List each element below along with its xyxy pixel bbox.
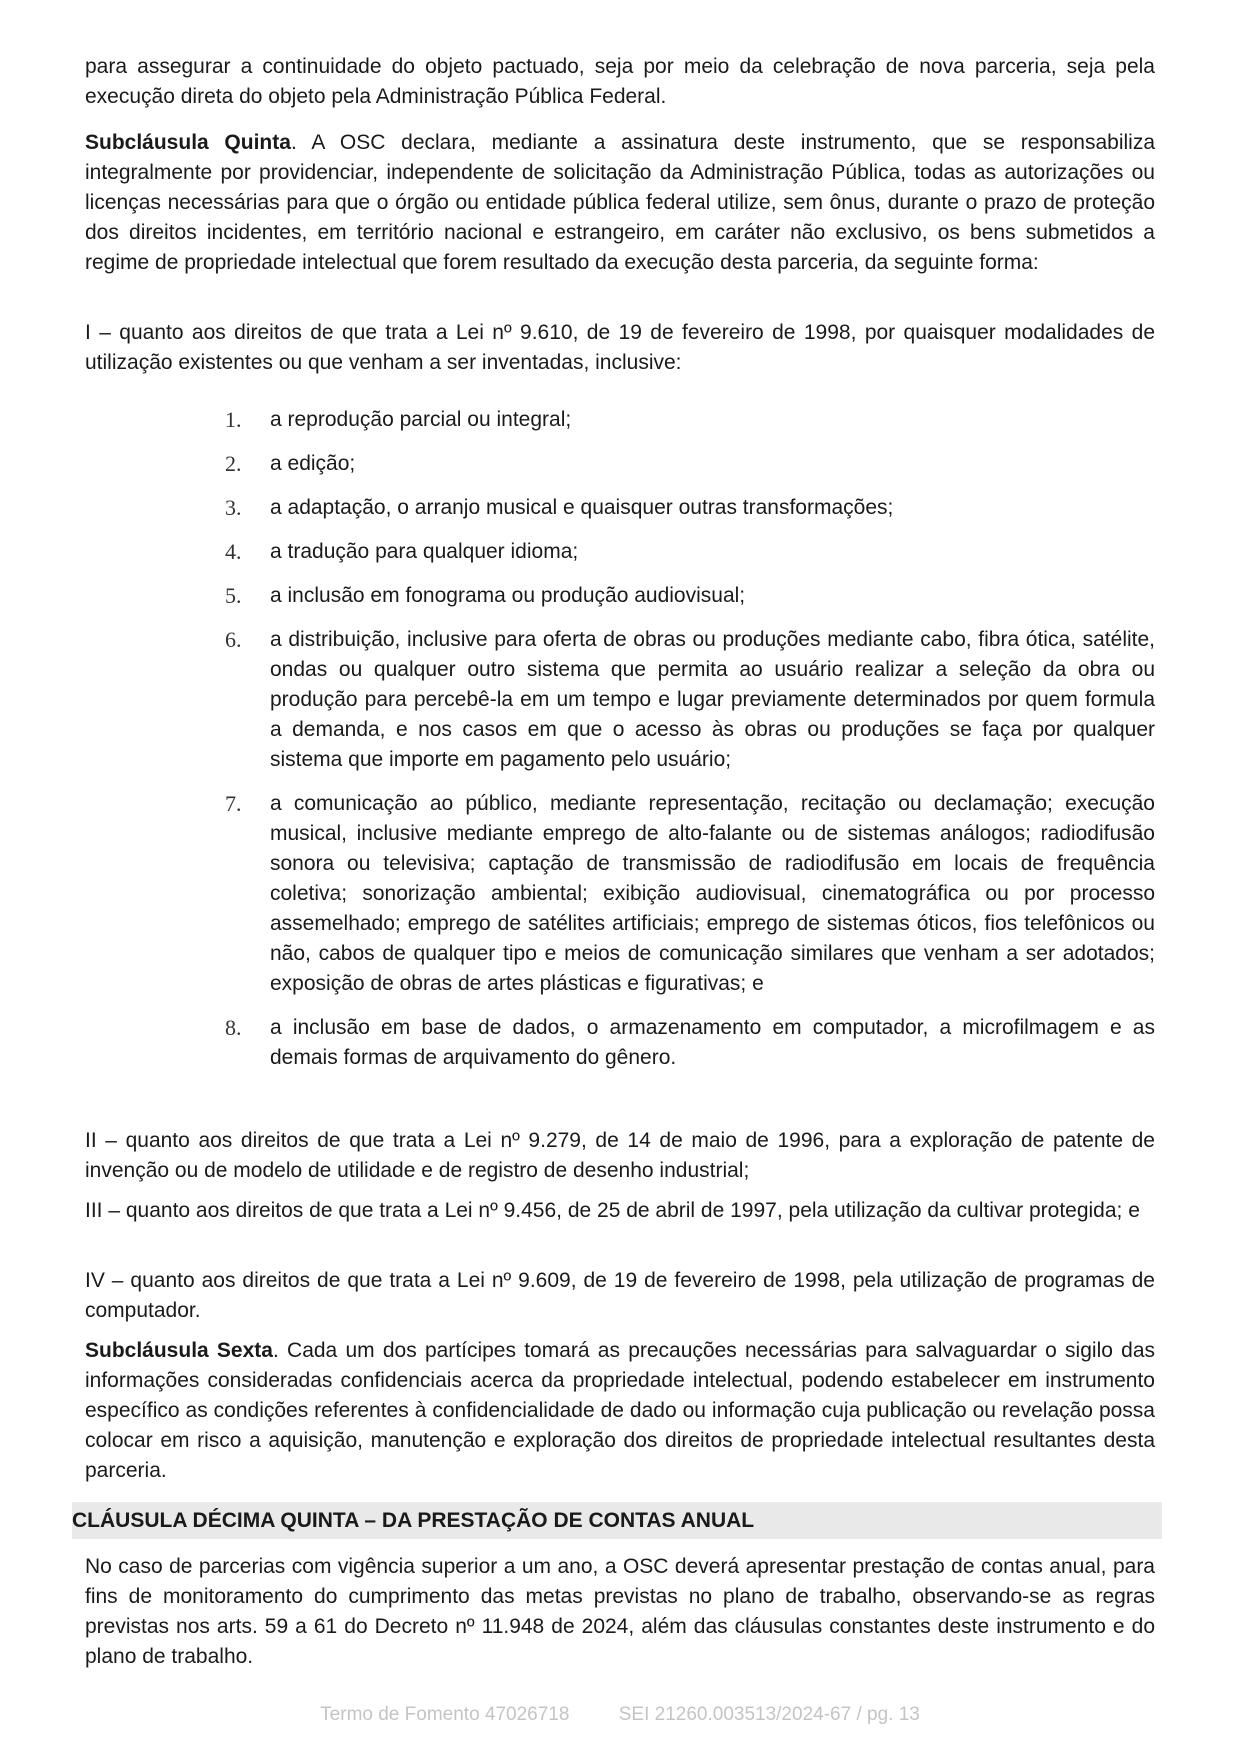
subclausula-quinta-text: . A OSC declara, mediante a assinatura deste instrumento, que se responsabiliza integralmente por providenciar, independente de solicitação da Administração Pública, todas as autorizações ou licenças necessárias para que o órgão ou entidade pública federal utilize, sem ônus, durante o prazo de proteção dos direitos incidentes, em território nacional e estrangeiro, em caráter não exclusivo, os bens submetidos a regime de propriedade intelectual que forem resultado da execução desta parceria, da seguinte forma: (85, 131, 1155, 274)
list-item (85, 449, 1155, 479)
list-item-text: a comunicação ao público, mediante representação, recitação ou declamação; execução musical, inclusive mediante emprego de alto-falante ou de sistemas análogos; radiodifusão sonora ou televisiva; captação de transmissão de radiodifusão em locais de frequência coletiva; sonorização ambiental; exibição audiovisual, cinematográfica ou por processo assemelhado; emprego de satélites artificiais; emprego de sistemas óticos, fios telefônicos ou não, cabos de qualquer tipo e meios de comunicação similares que venham a ser adotados; exposição de obras de artes plásticas e figurativas; e (270, 792, 1155, 995)
list-item (85, 537, 1155, 567)
list-item (85, 1013, 1155, 1073)
list-number: 2. (225, 451, 242, 476)
subclausula-sexta-title: Subcláusula Sexta (85, 1339, 273, 1362)
list-number: 3. (225, 495, 242, 520)
item-iv-paragraph: IV – quanto aos direitos de que trata a Lei nº 9.609, de 19 de fevereiro de 1998, pela utilização de programas de computador. (85, 1269, 1155, 1322)
item-ii-paragraph: II – quanto aos direitos de que trata a Lei nº 9.279, de 14 de maio de 1996, para a exploração de patente de invenção ou de modelo de utilidade e de registro de desenho industrial; (85, 1129, 1155, 1182)
subclausula-sexta-text: . Cada um dos partícipes tomará as precauções necessárias para salvaguardar o sigilo das informações consideradas confidenciais acerca da propriedade intelectual, podendo estabelecer em instrumento específico as condições referentes à confidencialidade de dado ou informação cuja publicação ou revelação possa colocar em risco a aquisição, manutenção e exploração dos direitos de propriedade intelectual resultantes desta parceria. (85, 1339, 1155, 1482)
list-item (85, 493, 1155, 523)
list-item-text: a tradução para qualquer idioma; (270, 540, 579, 563)
footer-doc-id: Termo de Fomento 47026718 (320, 1704, 570, 1725)
list-item-text: a edição; (270, 452, 356, 475)
list-number: 4. (225, 539, 242, 564)
list-item (85, 625, 1155, 775)
footer-sei-ref: SEI 21260.003513/2024-67 / pg. 13 (618, 1704, 920, 1725)
numbered-list (85, 405, 1155, 1087)
list-item-text: a distribuição, inclusive para oferta de obras ou produções mediante cabo, fibra ótica, satélite, ondas ou qualquer outro sistema que permita ao usuário realizar a seleção da obra ou produção para percebê-la em um tempo e lugar previamente determinados por quem formula a demanda, e nos casos em que o acesso às obras ou produções se faça por qualquer sistema que importe em pagamento pelo usuário; (270, 628, 1155, 771)
list-item-text: a inclusão em fonograma ou produção audiovisual; (270, 584, 746, 607)
intro-paragraph: para assegurar a continuidade do objeto pactuado, seja por meio da celebração de nova parceria, seja pela execução direta do objeto pela Administração Pública Federal. (85, 55, 1155, 108)
list-item-text: a inclusão em base de dados, o armazenamento em computador, a microfilmagem e as demais formas de arquivamento do gênero. (270, 1016, 1155, 1069)
list-item (85, 789, 1155, 999)
list-number: 8. (225, 1015, 242, 1040)
subclausula-quinta-title: Subcláusula Quinta (85, 131, 291, 154)
list-number: 1. (225, 407, 242, 432)
item-i-paragraph: I – quanto aos direitos de que trata a Lei nº 9.610, de 19 de fevereiro de 1998, por quaisquer modalidades de utilização existentes ou que venham a ser inventadas, inclusive: (85, 321, 1155, 374)
item-iii-paragraph: III – quanto aos direitos de que trata a Lei nº 9.456, de 25 de abril de 1997, pela utilização da cultivar protegida; e (85, 1199, 1140, 1222)
clausula-heading-text: CLÁUSULA DÉCIMA QUINTA – DA PRESTAÇÃO DE CONTAS ANUAL (72, 1509, 755, 1532)
subclausula-quinta-paragraph (85, 128, 1155, 278)
list-number: 7. (225, 791, 242, 816)
list-item-text: a reprodução parcial ou integral; (270, 408, 572, 431)
page-footer (0, 1700, 1240, 1730)
list-item-text: a adaptação, o arranjo musical e quaisquer outras transformações; (270, 496, 894, 519)
list-number: 5. (225, 583, 242, 608)
subclausula-sexta-paragraph (85, 1336, 1155, 1486)
list-item (85, 405, 1155, 435)
clausula-paragraph: No caso de parcerias com vigência superior a um ano, a OSC deverá apresentar prestação de contas anual, para fins de monitoramento do cumprimento das metas previstas no plano de trabalho, observando-se as regras previstas nos arts. 59 a 61 do Decreto nº 11.948 de 2024, além das cláusulas constantes deste instrumento e do plano de trabalho. (85, 1555, 1155, 1668)
list-number: 6. (225, 627, 242, 652)
clausula-heading (72, 1502, 1162, 1539)
list-item (85, 581, 1155, 611)
